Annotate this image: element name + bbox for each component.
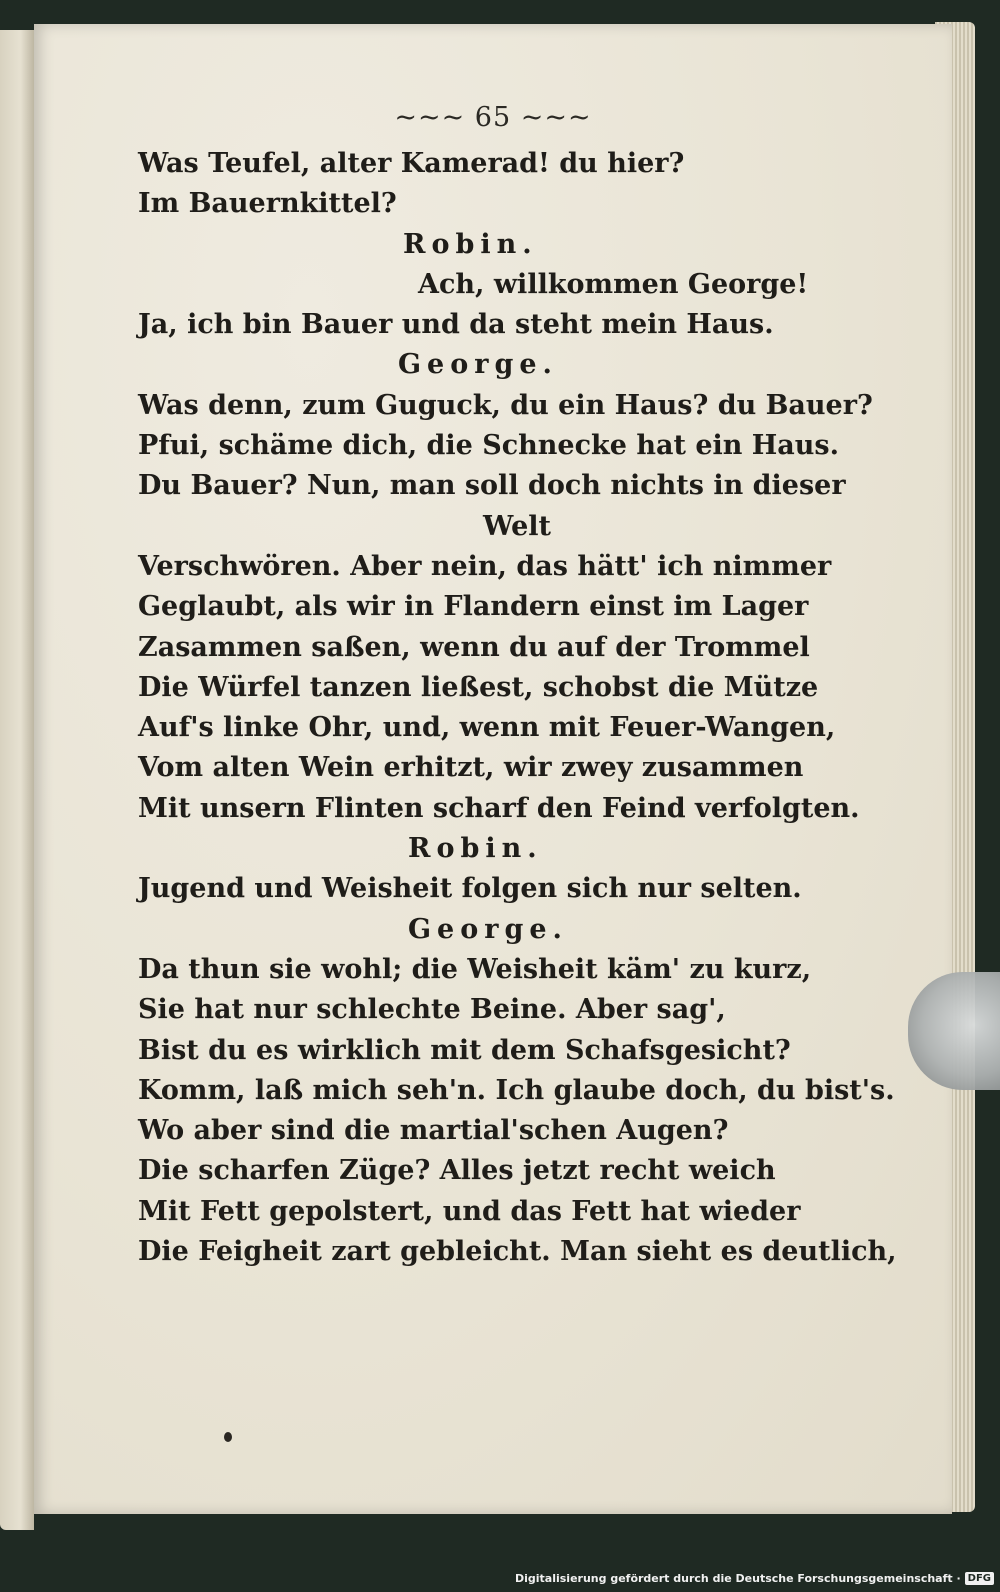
digitization-credit	[515, 1568, 994, 1588]
verse-line: Wo aber sind die martial'schen Augen?	[138, 1115, 729, 1147]
speaker-name: Robin.	[408, 833, 543, 865]
poem-text	[138, 144, 897, 1272]
page-number: ~~~ 65 ~~~	[394, 102, 592, 133]
verse-line: Komm, laß mich seh'n. Ich glaube doch, du bist's.	[138, 1074, 895, 1106]
verse-line: Was denn, zum Guguck, du ein Haus? du Bauer?	[138, 389, 873, 421]
verse-line: Mit Fett gepolstert, und das Fett hat wieder	[138, 1195, 801, 1227]
speaker-name: Robin.	[403, 228, 538, 260]
verse-line: Zasammen saßen, wenn du auf der Trommel	[138, 631, 810, 663]
book-page	[34, 24, 952, 1514]
verse-line: Bist du es wirklich mit dem Schafsgesicht?	[138, 1034, 791, 1066]
ink-spot	[224, 1432, 232, 1442]
verse-line: Im Bauernkittel?	[138, 188, 397, 220]
previous-page-edge	[0, 30, 34, 1530]
speaker-name: George.	[408, 913, 568, 945]
verse-line: Geglaubt, als wir in Flandern einst im Lager	[138, 591, 809, 623]
verse-line: Verschwören. Aber nein, das hätt' ich nimmer	[138, 550, 832, 582]
verse-line: Vom alten Wein erhitzt, wir zwey zusammen	[138, 752, 804, 784]
thumb-holding-page	[908, 972, 1000, 1090]
verse-line: Ach, willkommen George!	[418, 268, 809, 300]
verse-line: Sie hat nur schlechte Beine. Aber sag',	[138, 994, 726, 1026]
verse-line: Die Feigheit zart gebleicht. Man sieht es deutlich,	[138, 1236, 897, 1268]
verse-line: Die Würfel tanzen ließest, schobst die Mütze	[138, 671, 819, 703]
verse-line: Ja, ich bin Bauer und da steht mein Haus.	[138, 309, 774, 341]
dfg-logo: DFG	[965, 1572, 994, 1585]
credit-text: Digitalisierung gefördert durch die Deutsche Forschungsgemeinschaft ·	[514, 1571, 961, 1585]
verse-line: Jugend und Weisheit folgen sich nur selten.	[138, 873, 802, 905]
verse-line: Was Teufel, alter Kamerad! du hier?	[138, 148, 685, 179]
verse-line: Die scharfen Züge? Alles jetzt recht weich	[138, 1155, 776, 1187]
speaker-name: George.	[398, 349, 558, 381]
verse-line: Auf's linke Ohr, und, wenn mit Feuer-Wangen,	[138, 712, 836, 744]
verse-line: Mit unsern Flinten scharf den Feind verfolgten.	[138, 792, 860, 824]
verse-line: Pfui, schäme dich, die Schnecke hat ein Haus.	[138, 430, 840, 462]
verse-line: Da thun sie wohl; die Weisheit käm' zu kurz,	[138, 953, 812, 985]
verse-line: Welt	[483, 510, 552, 542]
verse-line: Du Bauer? Nun, man soll doch nichts in dieser	[138, 470, 846, 502]
